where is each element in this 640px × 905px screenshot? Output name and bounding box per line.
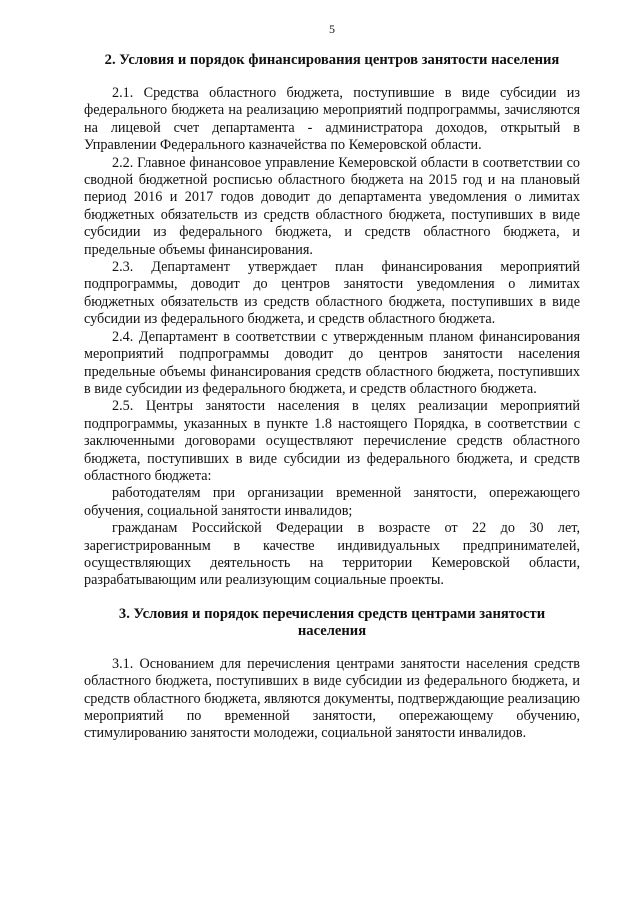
document-page [84, 22, 580, 743]
section-2-body [84, 85, 580, 590]
paragraph-2-5-item-citizens: гражданам Российской Федерации в возрасте от 22 до 30 лет, зарегистрированным в качестве индивидуальных предпринимателей, осуществляющих деятельность на территории Кемеровской области, разрабатывающим или реализующим социальные проекты. [84, 520, 580, 589]
page-number: 5 [329, 22, 335, 36]
paragraph-2-5-item-employers: работодателям при организации временной занятости, опережающего обучения, социальной занятости инвалидов; [84, 485, 580, 519]
paragraph-2-1: 2.1. Средства областного бюджета, поступившие в виде субсидии из федерального бюджета на реализацию мероприятий подпрограммы, зачисляются на лицевой счет департамента - администратора доходов, открытый в Управлении Федерального казначейства по Кемеровской области. [84, 85, 580, 154]
paragraph-2-3: 2.3. Департамент утверждает план финансирования мероприятий подпрограммы, доводит до центров занятости уведомления о лимитах бюджетных обязательств из средств областного бюджета, поступивших в виде субсидии из федерального бюджета, и средств областного бюджета. [84, 259, 580, 328]
section-3-body [84, 656, 580, 743]
section-2-heading: 2. Условия и порядок финансирования центров занятости населения [104, 52, 560, 68]
paragraph-2-5: 2.5. Центры занятости населения в целях реализации мероприятий подпрограммы, указанных в пункте 1.8 настоящего Порядка, в соответствии с заключенными договорами осуществляют перечисление средств областного бюджета, поступивших в виде субсидии из федерального бюджета, и средств областного бюджета: [84, 398, 580, 484]
section-3-heading: 3. Условия и порядок перечисления средств центрами занятости населения [118, 605, 546, 639]
paragraph-2-2: 2.2. Главное финансовое управление Кемеровской области в соответствии со сводной бюджетной росписью областного бюджета на 2015 год и на плановый период 2016 и 2017 годов доводит до департамента уведомления о лимитах бюджетных обязательств из средств областного бюджета, поступивших в виде субсидии из федерального бюджета, и средств областного бюджета, и предельные объемы финансирования. [84, 154, 580, 258]
paragraph-3-1: 3.1. Основанием для перечисления центрами занятости населения средств областного бюджета, поступивших в виде субсидии из федерального бюджета, и средств областного бюджета, являются документы, подтверждающие реализацию мероприятий по временной занятости, опережающему обучению, стимулированию занятости молодежи, социальной занятости инвалидов. [84, 655, 580, 742]
paragraph-2-4: 2.4. Департамент в соответствии с утвержденным планом финансирования мероприятий подпрограммы доводит до центров занятости населения предельные объемы финансирования средств областного бюджета, поступивших в виде субсидии из федерального бюджета, и средств областного бюджета. [84, 328, 580, 397]
